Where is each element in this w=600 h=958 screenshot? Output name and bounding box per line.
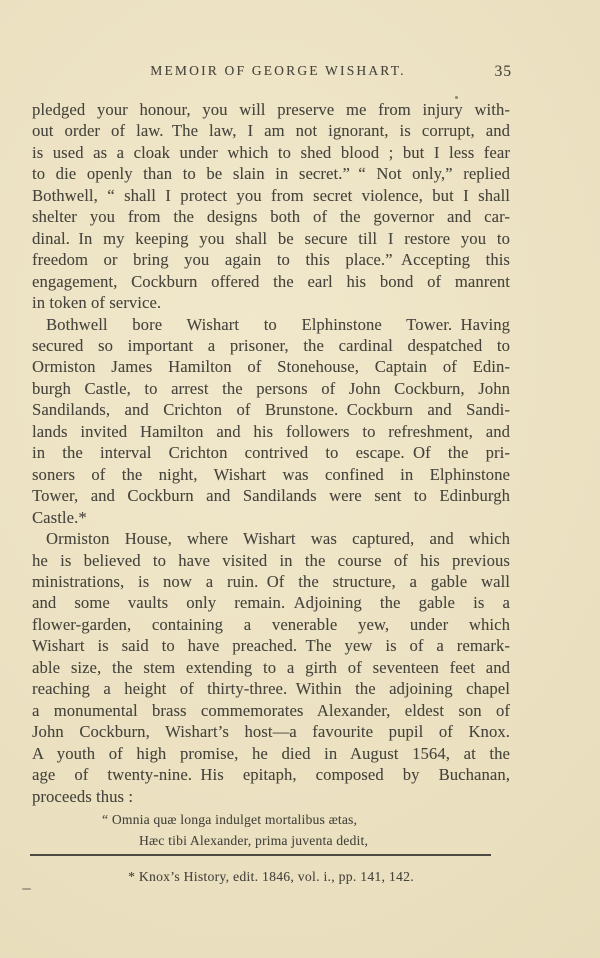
page-number: 35 [494,63,512,80]
verse-line: Hæc tibi Alexander, prima juventa dedit, [139,832,369,848]
text-line: out order of law. The law, I am not ignorant, is corrupt, and [32,121,510,141]
text-line: freedom or bring you again to this place.” Accepting this [32,250,510,270]
text-line: in the interval Crichton contrived to escape. Of the pri- [32,443,510,463]
text-line: engagement, Cockburn offered the earl his bond of manrent [32,271,510,291]
text-line: proceeds thus : [32,786,134,806]
text-line: Ormiston House, where Wishart was captured, and which [46,529,510,549]
text-line: ministrations, is now a ruin. Of the structure, a gable wall [32,571,510,591]
text-line: shelter you from the designs both of the governor and car- [32,207,510,227]
epitaph-verse [102,810,368,851]
text-line: secured so important a prisoner, the cardinal despatched to [32,335,510,355]
text-line: and some vaults only remain. Adjoining the gable is a [32,593,510,613]
text-line: flower-garden, containing a venerable yew, under which [32,614,510,634]
text-line: a monumental brass commemorates Alexander, eldest son of [32,700,510,720]
verse-line: “ Omnia quæ longa indulget mortalibus ætas, [102,812,358,827]
footnote-rule [30,854,491,856]
text-line: to die openly than to be slain in secret.” “ Not only,” replied [32,164,510,184]
text-line: A youth of high promise, he died in August 1564, at the [32,743,510,763]
text-line: lands invited Hamilton and his followers to refreshment, and [32,421,510,441]
text-line: dinal. In my keeping you shall be secure till I restore you to [32,228,510,248]
text-line: John Cockburn, Wishart’s host—a favourite pupil of Knox. [32,722,510,742]
text-line: soners of the night, Wishart was confined in Elphinstone [32,464,510,484]
ink-speck [22,888,31,890]
text-line: age of twenty-nine. His epitaph, composed by Buchanan, [32,765,510,785]
text-line: pledged your honour, you will preserve me from injury with- [32,100,510,119]
text-line: able size, the stem extending to a girth of seventeen feet and [32,657,510,677]
text-line: Castle.* [32,507,87,527]
text-line: Wishart is said to have preached. The yew is of a remark- [32,636,510,656]
footnote: * Knox’s History, edit. 1846, vol. i., pp. 141, 142. [128,869,414,884]
text-line: Sandilands, and Crichton of Brunstone. Cockburn and Sandi- [32,400,510,420]
body-text [32,99,510,807]
text-line: he is believed to have visited in the course of his previous [32,550,510,570]
text-line: Tower, and Cockburn and Sandilands were sent to Edinburgh [32,486,510,506]
text-line: burgh Castle, to arrest the persons of John Cockburn, John [32,378,510,398]
text-line: Bothwell bore Wishart to Elphinstone Tower. Having [46,314,510,334]
ink-speck [455,96,458,99]
text-line: reaching a height of thirty-three. Within the adjoining chapel [32,679,510,699]
text-line: Ormiston James Hamilton of Stonehouse, Captain of Edin- [32,357,510,377]
text-line: Bothwell, “ shall I protect you from secret violence, but I shall [32,185,510,205]
running-title: MEMOIR OF GEORGE WISHART. [150,63,406,78]
text-line: is used as a cloak under which to shed blood ; but I less fear [32,142,510,162]
text-line: in token of service. [32,293,162,313]
page-header [32,63,510,85]
